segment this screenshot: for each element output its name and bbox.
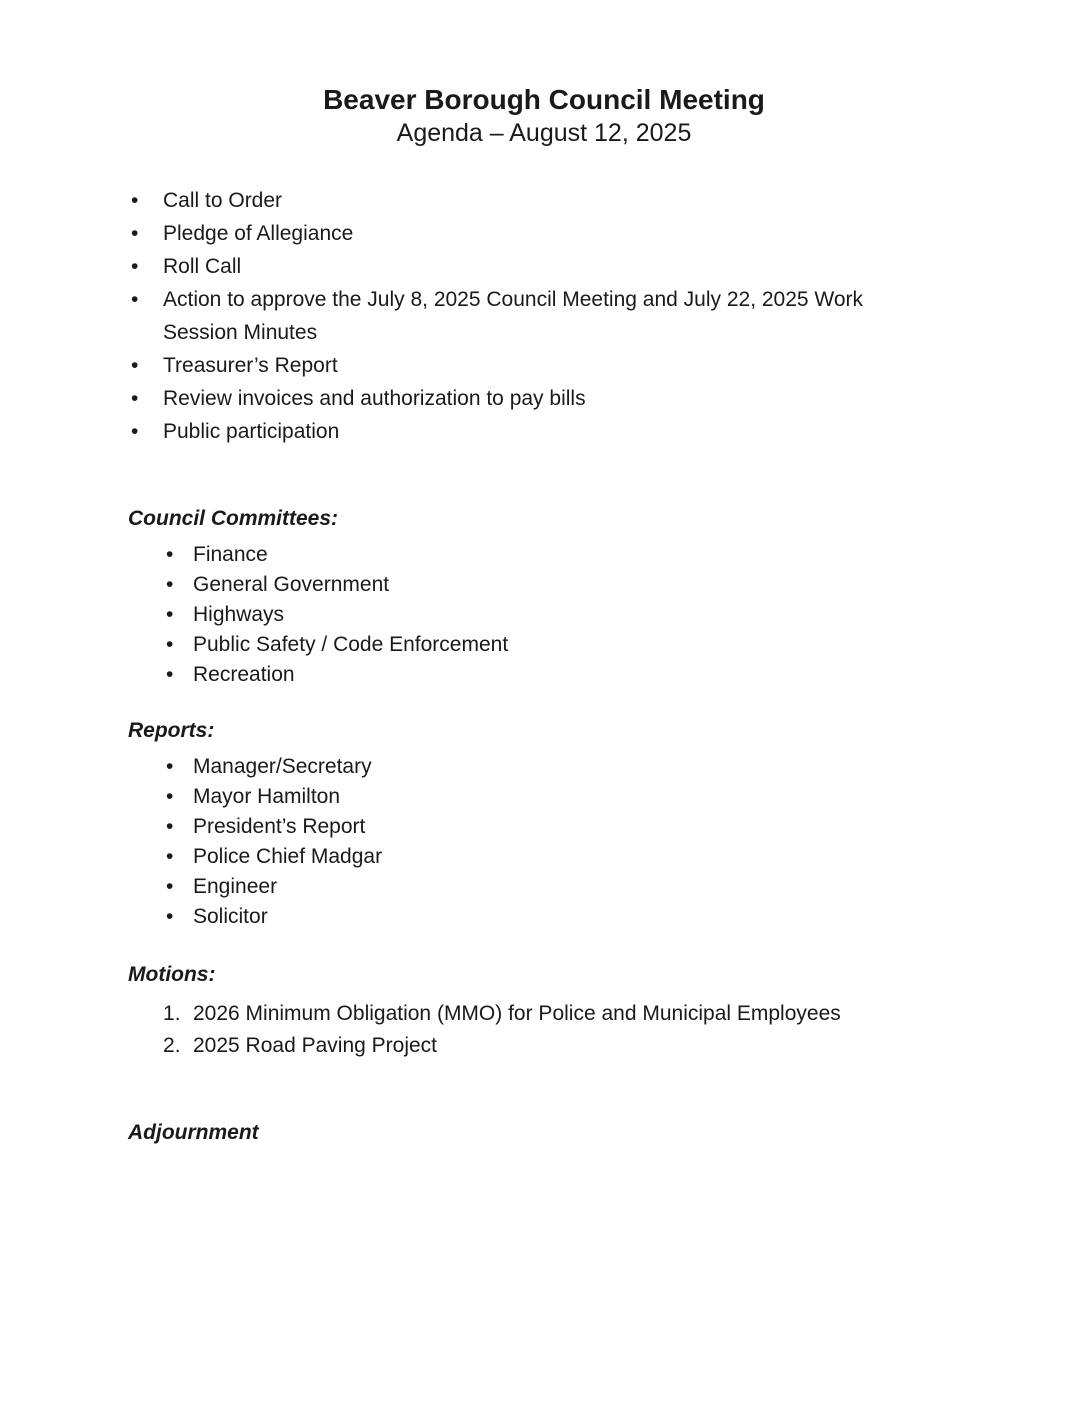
adjournment-heading: Adjournment (128, 1121, 259, 1144)
list-item: • Treasurer’s Report (128, 349, 940, 382)
list-item: 2026 Minimum Obligation (MMO) for Police and Municipal Employees (193, 1002, 841, 1025)
list-item: • General Government (163, 570, 960, 600)
list-item: 2025 Road Paving Project (193, 1034, 437, 1057)
reports-list (128, 752, 960, 932)
list-item: • Police Chief Madgar (163, 842, 960, 872)
list-item: • Pledge of Allegiance (128, 217, 940, 250)
list-item: • Roll Call (128, 250, 940, 283)
list-item: • President’s Report (163, 812, 960, 842)
section-reports (128, 716, 960, 932)
document-subtitle: Agenda – August 12, 2025 (396, 119, 692, 147)
section-council-committees (128, 504, 960, 690)
list-item: • Solicitor (163, 902, 960, 932)
list-item: • Manager/Secretary (163, 752, 960, 782)
agenda-list (128, 184, 940, 448)
reports-heading: Reports: (128, 719, 215, 742)
section-motions (128, 960, 960, 1062)
document-title: Beaver Borough Council Meeting (323, 84, 765, 115)
list-item: • Highways (163, 600, 960, 630)
council-committees-list (128, 540, 960, 690)
list-item: • Finance (163, 540, 960, 570)
list-item: • Public Safety / Code Enforcement (163, 630, 960, 660)
list-item: • Public participation (128, 415, 940, 448)
list-item: • Engineer (163, 872, 960, 902)
list-item: • Call to Order (128, 184, 940, 217)
list-item: • Review invoices and authorization to pay bills (128, 382, 940, 415)
list-item: • Mayor Hamilton (163, 782, 960, 812)
list-item: • Action to approve the July 8, 2025 Council Meeting and July 22, 2025 Work Session Minutes (128, 283, 940, 349)
list-item: • Recreation (163, 660, 960, 690)
motions-list (128, 998, 960, 1062)
council-committees-heading: Council Committees: (128, 507, 339, 530)
motions-heading: Motions: (128, 963, 216, 986)
